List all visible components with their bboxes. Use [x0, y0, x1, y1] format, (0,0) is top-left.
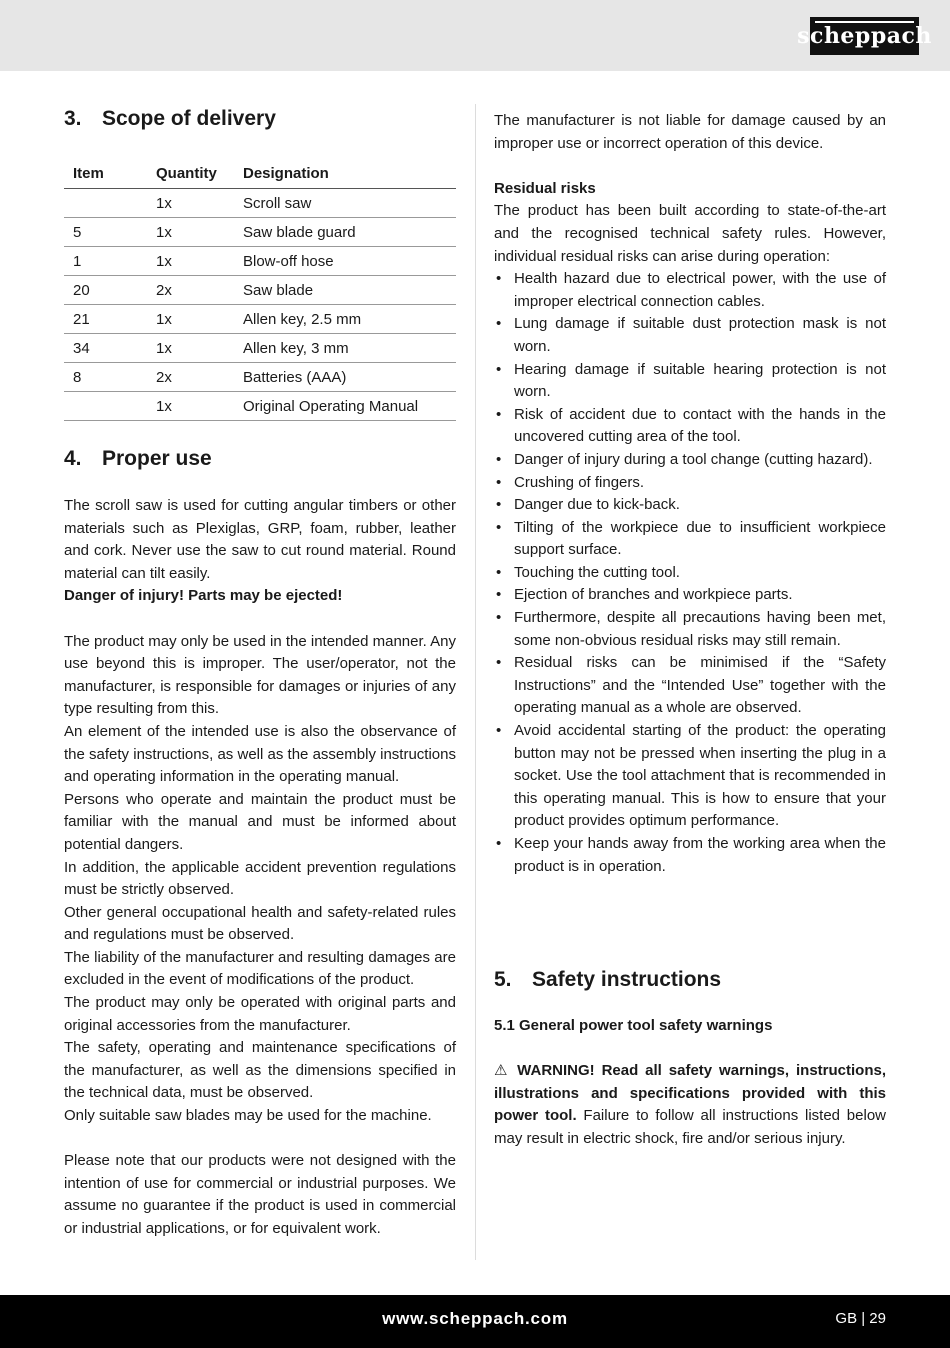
list-item: • Danger of injury during a tool change (cutting hazard).	[494, 449, 886, 472]
residual-risks-list	[494, 268, 886, 878]
footer-bar	[0, 1295, 950, 1348]
table-cell: 2x	[147, 363, 234, 392]
warning-text: Failure to follow all instructions listed below may result in electric shock, fire and/or serious injury.	[494, 1107, 886, 1147]
table-cell: 20	[64, 276, 147, 305]
table-row	[64, 276, 456, 305]
table-row	[64, 218, 456, 247]
list-item: • Ejection of branches and workpiece parts.	[494, 584, 886, 607]
paragraph: The product may only be used in the intended manner. Any use beyond this is improper. The user/operator, not the manufacturer, is responsible for damages or injuries of any type resulting from this.	[64, 632, 456, 718]
list-item: • Avoid accidental starting of the product: the operating button may not be pressed when inserting the plug in a socket. Use the tool attachment that is recommended in this operating manual. This is how to ensure that your product provides optimum performance.	[494, 720, 886, 833]
table-cell: Batteries (AAA)	[234, 363, 456, 392]
table-row	[64, 247, 456, 276]
section-heading-safety	[494, 968, 721, 992]
paragraph: The product has been built according to state-of-the-art and the recognised technical safety rules. However, individual residual risks can arise during operation:	[494, 202, 886, 265]
table-cell: 1x	[147, 392, 234, 421]
table-cell: 5	[64, 218, 147, 247]
warning-icon: ⚠	[494, 1062, 511, 1080]
table-cell: Saw blade	[234, 276, 456, 305]
list-item: • Danger due to kick-back.	[494, 494, 886, 517]
list-item: • Furthermore, despite all precautions having been met, some non-obvious residual risks may still remain.	[494, 607, 886, 652]
column-header: Designation	[234, 158, 456, 189]
list-item: • Lung damage if suitable dust protection mask is not worn.	[494, 313, 886, 358]
column-header: Quantity	[147, 158, 234, 189]
paragraph: An element of the intended use is also the observance of the safety instructions, as well as the assembly instructions and operating information in the operating manual.	[64, 722, 456, 786]
section-number: 4.	[64, 447, 82, 470]
table-cell	[64, 189, 147, 218]
table-cell: Allen key, 2.5 mm	[234, 305, 456, 334]
table-cell: 1x	[147, 305, 234, 334]
paragraph: Persons who operate and maintain the product must be familiar with the manual and must be informed about potential dangers.	[64, 790, 456, 853]
list-item: • Crushing of fingers.	[494, 472, 886, 495]
table-cell: 1	[64, 247, 147, 276]
warning-paragraph	[494, 1060, 886, 1150]
right-body	[494, 110, 886, 878]
paragraph: Only suitable saw blades may be used for the machine.	[64, 1107, 432, 1125]
list-item: • Touching the cutting tool.	[494, 562, 886, 585]
paragraph: The manufacturer is not liable for damage caused by an improper use or incorrect operation of this device.	[494, 112, 886, 152]
paragraph: The liability of the manufacturer and resulting damages are excluded in the event of modifications of the product.	[64, 948, 456, 989]
table-row	[64, 363, 456, 392]
page-number: GB | 29	[835, 1310, 886, 1327]
table-cell: 1x	[147, 189, 234, 218]
table-cell: Allen key, 3 mm	[234, 334, 456, 363]
danger-notice: Danger of injury! Parts may be ejected!	[64, 587, 343, 605]
section-heading-proper-use	[64, 447, 212, 471]
paragraph: The scroll saw is used for cutting angular timbers or other materials such as Plexiglas, GRP, foam, rubber, leather and cork. Never use the saw to cut round material. Round material can tilt easily.	[64, 497, 456, 582]
paragraph: The safety, operating and maintenance specifications of the manufacturer, as well as the dimensions specified in the technical data, must be observed.	[64, 1039, 456, 1102]
header-bar	[0, 0, 950, 71]
column-divider	[475, 104, 476, 1260]
table-cell: 2x	[147, 276, 234, 305]
list-item: • Health hazard due to electrical power, with the use of improper electrical connection cables.	[494, 268, 886, 313]
scope-table	[64, 158, 456, 421]
brand-logo: scheppach	[810, 17, 919, 55]
table-row	[64, 189, 456, 218]
section-number: 3.	[64, 107, 82, 130]
table-cell: 1x	[147, 247, 234, 276]
section-title: Scope of delivery	[102, 107, 276, 130]
table-cell: Saw blade guard	[234, 218, 456, 247]
list-item: • Risk of accident due to contact with the hands in the uncovered cutting area of the tool.	[494, 404, 886, 449]
paragraph: Please note that our products were not designed with the intention of use for commercial or industrial purposes. We assume no guarantee if the product is used in commercial or industrial applications, or for equivalent work.	[64, 1152, 456, 1237]
table-cell: 8	[64, 363, 147, 392]
spacer	[64, 1128, 456, 1151]
table-cell: 1x	[147, 218, 234, 247]
table-row	[64, 392, 456, 421]
section-title: Proper use	[102, 447, 212, 470]
list-item: • Hearing damage if suitable hearing protection is not worn.	[494, 359, 886, 404]
subsection-heading: 5.1 General power tool safety warnings	[494, 1017, 773, 1034]
table-cell	[64, 392, 147, 421]
section-number: 5.	[494, 968, 512, 991]
table-row	[64, 305, 456, 334]
table-cell: 34	[64, 334, 147, 363]
table-cell: Scroll saw	[234, 189, 456, 218]
proper-use-body	[64, 495, 456, 1241]
table-cell: Original Operating Manual	[234, 392, 456, 421]
table-cell: 21	[64, 305, 147, 334]
section-title: Safety instructions	[532, 968, 722, 991]
spacer	[494, 155, 886, 178]
table-row	[64, 334, 456, 363]
residual-risks-heading: Residual risks	[494, 179, 596, 197]
list-item: • Residual risks can be minimised if the “Safety Instructions” and the “Intended Use” together with the operating manual as a whole are observed.	[494, 652, 886, 720]
section-heading-scope	[64, 107, 276, 131]
list-item: • Tilting of the workpiece due to insufficient workpiece support surface.	[494, 517, 886, 562]
column-header: Item	[64, 158, 147, 189]
paragraph: In addition, the applicable accident prevention regulations must be strictly observed.	[64, 858, 456, 899]
spacer	[494, 1038, 886, 1061]
table-cell: 1x	[147, 334, 234, 363]
list-item: • Keep your hands away from the working area when the product is in operation.	[494, 833, 886, 878]
spacer	[64, 608, 456, 631]
table-header-row	[64, 158, 456, 189]
paragraph: Other general occupational health and safety-related rules and regulations must be observed.	[64, 903, 456, 944]
footer-url: www.scheppach.com	[382, 1309, 568, 1328]
safety-body	[494, 1015, 886, 1151]
warning-bold-text: WARNING! Read all safety warnings, instructions, illustrations and specifications provided with this power tool.	[494, 1062, 887, 1125]
table-cell: Blow-off hose	[234, 247, 456, 276]
paragraph: The product may only be operated with original parts and original accessories from the manufacturer.	[64, 994, 456, 1034]
